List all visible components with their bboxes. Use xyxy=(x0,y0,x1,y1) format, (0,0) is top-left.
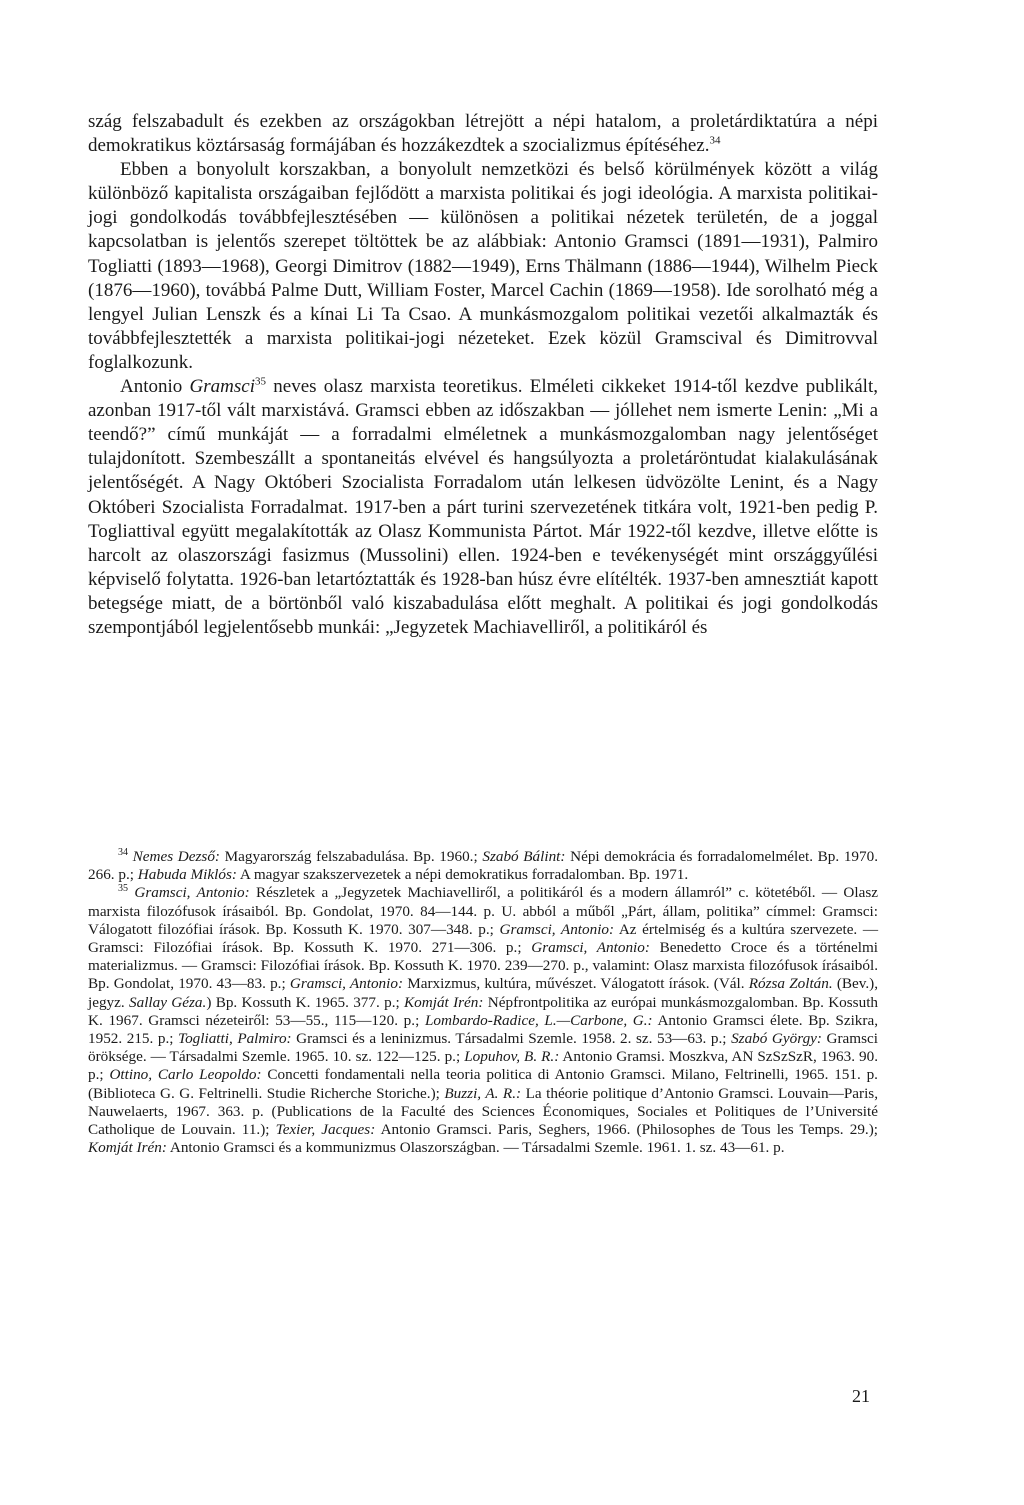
footnote-text: Marxizmus, kultúra, művészet. Válogatott írások. (Vál. xyxy=(403,975,749,993)
footnote-text: Részletek a „Jegyzetek Machiavelliről, a politikáról és a modern államról” c. kötetéből. — Olasz marxista filozófusok írásaiból. Bp. Gondolat, 1970. 84—144. p. U. abból a műből „Párt, állam, politika” címmel: Gramsci: Válogatott filozófiai írások. Bp. Kossuth K. 1970. 307—348. p.; xyxy=(88,884,879,938)
footnote-35 xyxy=(88,884,878,1157)
footnote-author: Gramsci, Antonio: xyxy=(289,975,404,993)
footnotes xyxy=(88,848,878,1157)
footnote-ref-35[interactable]: 35 xyxy=(255,375,266,388)
footnote-author: Lombardo-Radice, L.—Carbone, G.: xyxy=(424,1011,653,1029)
footnote-text: La théorie politique d’Antonio Gramsci. Louvain—Paris, Nauwelaerts, 1967. 363. p. (Publications de la Faculté des Sciences Économiques, Sociales et Politiques de l’Université Catholique de Louvain. 11.); xyxy=(88,1084,879,1139)
footnote-author: Ottino, Carlo Leopoldo: xyxy=(109,1066,262,1084)
footnote-text: Antonio Gramsci. Paris, Seghers, 1966. (Philosophes de Tous les Temps. 29.); xyxy=(375,1121,878,1139)
footnote-text: Az értelmiség és a kultúra szervezete. — Gramsci: Filozófiai írások. Bp. Kossuth K. 1970. 271—306. p.; xyxy=(88,920,879,957)
footnote-text: Gramsci és a leninizmus. Társadalmi Szemle. 1958. 2. sz. 53—63. p.; xyxy=(291,1030,732,1048)
footnote-text: A magyar szakszervezetek a népi demokratikus forradalomban. Bp. 1971. xyxy=(236,866,689,884)
footnote-author: Komját Irén: xyxy=(88,1139,167,1157)
footnote-author: Szabó György: xyxy=(731,1030,822,1048)
footnote-author: Gramsci, Antonio: xyxy=(531,939,650,957)
paragraph-1 xyxy=(88,110,878,158)
footnote-text: Antonio Gramsci és a kommunizmus Olaszországban. — Társadalmi Szemle. 1961. 1. sz. 43—61. p. xyxy=(166,1139,785,1157)
paragraph-3-lead: Antonio xyxy=(120,376,190,398)
footnote-text: (Bev.), jegyz. xyxy=(88,975,879,1011)
main-text xyxy=(88,110,878,640)
footnote-35-marker: 35 xyxy=(118,883,128,895)
footnote-author: Togliatti, Palmiro: xyxy=(178,1030,292,1048)
footnote-author: Szabó Bálint: xyxy=(482,848,566,865)
page-number: 21 xyxy=(852,1386,870,1406)
paragraph-2: Ebben a bonyolult korszakban, a bonyolult nemzetközi és belső körülmények között a világ különböző kapitalista országaiban fejlődött a marxista politikai és jogi ideológia. A marxista politikai-jogi gondolkodás továbbfejlesztésében — különösen a politikai nézetek területén, de a joggal kapcsolatban is jelentős szerepet töltöttek be az alábbiak: Antonio Gramsci (1891—1931), Palmiro Togliatti (1893—1968), Georgi Dimitrov (1882—1949), Erns Thälmann (1886—1944), Wilhelm Pieck (1876—1960), továbbá Palme Dutt, William Foster, Marcel Cachin (1869—1958). Ide sorolható még a lengyel Julian Lenszk és a kínai Li Ta Csao. A munkásmozgalom politikai vezetői alkalmazták és továbbfejlesztették a marxista politikai-jogi nézeteket. Ezek közül Gramscival és Dimitrovval foglalkozunk. xyxy=(88,159,878,373)
footnote-34-marker: 34 xyxy=(118,846,128,858)
footnote-text: Gramsci öröksége. — Társadalmi Szemle. 1965. 10. sz. 122—125. p.; xyxy=(88,1030,878,1066)
footnote-text: Magyarország felszabadulása. Bp. 1960.; xyxy=(219,848,483,865)
footnote-author: Lopuhov, B. R.: xyxy=(464,1048,560,1066)
footnote-34 xyxy=(88,848,878,884)
footnote-author: Gramsci, Antonio: xyxy=(499,920,615,938)
footnote-text: ) Bp. Kossuth K. 1965. 377. p.; xyxy=(206,993,405,1011)
footnote-text: Concetti fondamentali nella teoria politica di Antonio Gramsci. Milano, Feltrinelli, 1965. 151. p. (Biblioteca G. G. Feltrinelli. Studie Richerche Storiche.); xyxy=(88,1066,878,1102)
paragraph-3-text: neves olasz marxista teoretikus. Elméleti cikkeket 1914-től kezdve publikált, azonban 1917-től vált marxistává. Gramsci ebben az időszakban — jóllehet nem ismerte Lenin: „Mi a teendő?” című munkáját — a forradalmi elméletnek a munkásmozgalomban nagy jelentőséget tulajdonított. Szembeszállt a spontaneitás elvével és hangsúlyozta a proletáröntudat kialakulásának jelentőségét. A Nagy Októberi Szocialista Forradalom után lelkesen üdvözölte Lenint, és a Nagy Októberi Szocialista Forradalmat. 1917-ben a párt turini szervezetének titkára volt, 1921-ben pedig P. Togliattival együtt megalakították az Olasz Kommunista Pártot. Már 1922-től kezdve, illetve előtte is harcolt az olaszországi fasizmus (Mussolini) ellen. 1924-ben e tevékenységét mint országgyűlési képviselő folytatta. 1926-ban letartóztatták és 1928-ban húsz évre elítélték. 1937-ben amnesztiát kapott betegsége miatt, de a börtönből való kiszabadulása előtt meghalt. A politikai és jogi gondolkodás szempontjából legjelentősebb munkái: „Jegyzetek Machiavelliről, a politikáról és xyxy=(88,376,878,638)
footnote-text: Antonio Gramsci élete. Bp. Szikra, 1952. 215. p.; xyxy=(88,1011,878,1048)
footnote-author: Texier, Jacques: xyxy=(275,1121,376,1139)
paragraph-1-text: szág felszabadult és ezekben az országokban létrejött a népi hatalom, a proletárdiktatúra a népi demokratikus köztársaság formájában és hozzákezdtek a szocializmus építéséhez. xyxy=(88,111,878,157)
footnote-text: Benedetto Croce és a történelmi materializmus. — Gramsci: Filozófiai írások. Bp. Kossuth K. 1970. 239—270. p., valamint: Olasz marxista filozófusok írásaiból. Bp. Gondolat, 1970. 43—83. p.; xyxy=(88,939,878,993)
footnote-author: Habuda Miklós: xyxy=(137,866,237,884)
footnote-author: Gramsci, Antonio: xyxy=(134,884,250,902)
gramsci-name: Gramsci xyxy=(189,376,255,398)
footnote-author: Komját Irén: xyxy=(404,993,484,1011)
footnote-author: Buzzi, A. R.: xyxy=(444,1084,522,1102)
footnote-author: Nemes Dezső: xyxy=(132,848,220,865)
footnote-text: Népi demokrácia és forradalomelmélet. Bp. 1970. 266. p.; xyxy=(88,848,879,884)
footnote-ref-34[interactable]: 34 xyxy=(709,134,721,147)
footnote-author: Sallay Géza. xyxy=(129,993,207,1011)
footnote-text: Antonio Gramsi. Moszkva, AN SzSzSzR, 1963. 90. p.; xyxy=(88,1048,879,1084)
paragraph-3 xyxy=(88,375,878,640)
footnote-text: Népfrontpolitika az európai munkásmozgalomban. Bp. Kossuth K. 1967. Gramsci nézeteiről: 53—55., 115—120. p.; xyxy=(88,993,879,1029)
footnote-author: Rózsa Zoltán. xyxy=(748,975,833,993)
